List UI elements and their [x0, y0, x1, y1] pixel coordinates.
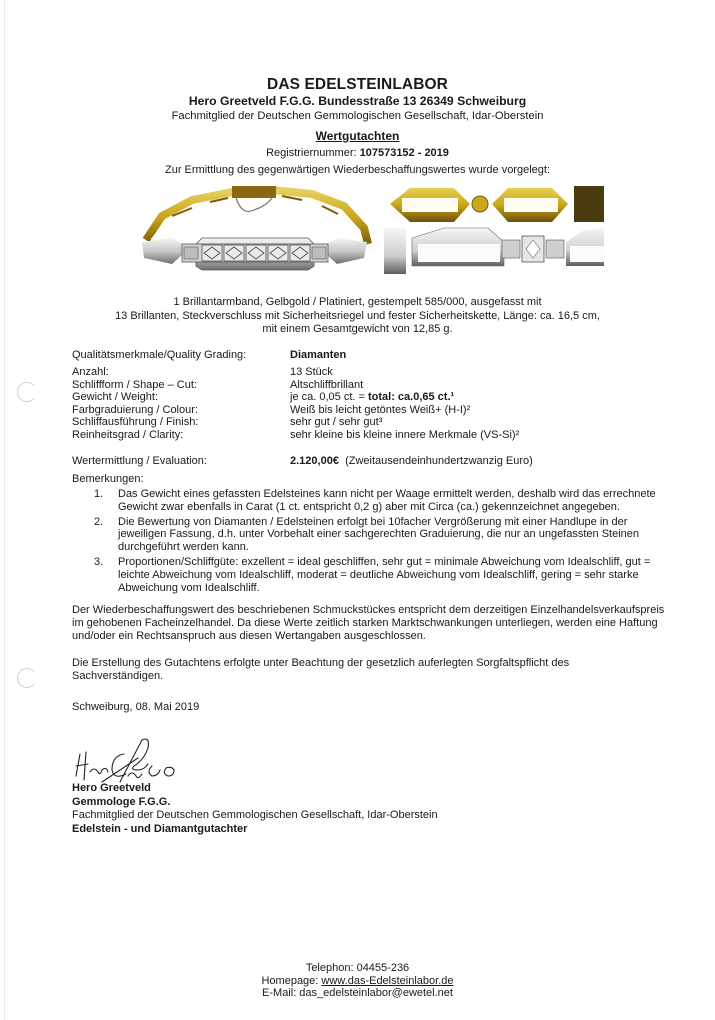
grading-heading-label: Qualitätsmerkmale/Quality Grading: — [72, 349, 247, 361]
grading-value-finish: sehr gut / sehr gut³ — [290, 416, 383, 428]
lab-name: DAS EDELSTEINLABOR — [267, 76, 448, 93]
evaluation-words: (Zweitausendeinhundertzwanzig Euro) — [345, 455, 533, 467]
punch-hole-mark — [17, 382, 37, 402]
remark-text: Die Bewertung von Diamanten / Edelsteinen erfolgt bei 10facher Vergrößerung mit einer Handlupe in der jeweiligen Fassung, d.h. unter Vorbehalt einer sachgerechten Graduierung, die nur an ungefassten Steinen durchgeführt werden kann. — [118, 515, 640, 554]
footer-email: E-Mail: das_edelsteinlabor@ewetel.net — [262, 987, 453, 999]
remark-item — [72, 488, 672, 514]
diligence-paragraph: Die Erstellung des Gutachtens erfolgte unter Beachtung der gesetzlich auferlegten Sorgfaltspflicht des Sachverständigen. — [72, 657, 570, 682]
signer-title: Gemmologe F.G.G. — [72, 795, 171, 808]
grading-value-clarity: sehr kleine bis kleine innere Merkmale (VS-Si)² — [290, 428, 520, 441]
remarks-heading: Bemerkungen: — [72, 473, 144, 485]
evaluation-amount: 2.120,00€ — [290, 455, 339, 467]
document-title: Wertgutachten — [315, 129, 400, 143]
grading-label: Reinheitsgrad / Clarity: — [72, 428, 184, 441]
signature-block — [72, 782, 438, 836]
handwritten-signature — [72, 736, 182, 784]
remark-text: Das Gewicht eines gefassten Edelsteines kann nicht per Waage ermittelt werden, deshalb wird das errechnete Gewicht zwar ebenfalls in Carat (1 ct. entspricht 0,2 g) aber mit Circa (ca.) gekennzeichnet angegeben. — [118, 488, 656, 513]
grading-label: Farbgraduierung / Colour: — [72, 403, 198, 416]
weight-total: total: ca.0,65 ct.¹ — [367, 391, 455, 403]
footer-phone: Telephon: 04455-236 — [305, 962, 410, 974]
grading-value-colour: Weiß bis leicht getöntes Weiß+ (H-I)² — [290, 403, 471, 416]
remark-number: 2. — [94, 515, 104, 528]
signer-name: Hero Greetveld — [72, 782, 151, 794]
description-line: mit einem Gesamtgewicht von 12,85 g. — [262, 323, 453, 335]
lab-address: Hero Greetveld F.G.G. Bundesstraße 13 26349 Schweiburg — [188, 94, 527, 108]
evaluation-value-line — [290, 455, 533, 468]
place-date: Schweiburg, 08. Mai 2019 — [72, 701, 200, 713]
grading-value-count: 13 Stück — [290, 366, 333, 378]
grading-label: Schliffform / Shape – Cut: — [72, 378, 197, 391]
remark-item — [72, 556, 672, 594]
weight-each: je ca. 0,05 ct. = — [290, 391, 368, 403]
remark-text: Proportionen/Schliffgüte: exzellent = ideal geschliffen, sehr gut = minimale Abweichung vom Idealschliff, gut = leichte Abweichung vom Idealschliff, moderat = deutliche Abweichung vom Idealschliff, gering = sehr starke Abweichung vom Idealschliff. — [118, 555, 651, 594]
registration-number: 107573152 - 2019 — [359, 147, 449, 159]
grading-labels — [72, 366, 198, 441]
registration-line — [0, 147, 715, 159]
signer-membership: Fachmitglied der Deutschen Gemmologischen Gesellschaft, Idar-Oberstein — [72, 809, 438, 821]
punch-hole-mark — [17, 668, 37, 688]
grading-values — [290, 366, 519, 441]
grading-value-cut: Altschliffbrillant — [290, 378, 364, 391]
disclaimer-paragraph: Der Wiederbeschaffungswert des beschriebenen Schmuckstückes entspricht dem derzeitigen Einzelhandelsverkaufspreis im gehobenen Facheinzelhandel. Da diese Werte zeitlich starken Marktschwankungen unterliegen, werden eine Haftung und/oder ein Rechtsanspruch aus diesen Wertangaben ausgeschlossen. — [72, 604, 665, 642]
signer-role: Edelstein - und Diamantgutachter — [72, 822, 248, 835]
grading-label: Gewicht / Weight: — [72, 391, 158, 403]
description-line: 1 Brillantarmband, Gelbgold / Platiniert, gestempelt 585/000, ausgefasst mit — [173, 296, 542, 308]
description-line: 13 Brillanten, Steckverschluss mit Sicherheitsriegel und fester Sicherheitskette, Länge: ca. 16,5 cm, — [115, 309, 600, 322]
footer-contact — [0, 962, 715, 1000]
bracelet-overview-photo — [132, 182, 377, 274]
intro-text: Zur Ermittlung des gegenwärtigen Wiederbeschaffungswertes wurde vorgelegt: — [165, 164, 550, 176]
registration-label: Registriernummer: — [266, 147, 357, 159]
remark-number: 1. — [94, 488, 104, 500]
remark-item — [72, 516, 672, 554]
homepage-link[interactable]: www.das-Edelsteinlabor.de — [321, 974, 454, 987]
evaluation-label: Wertermittlung / Evaluation: — [72, 455, 207, 467]
grading-heading-value: Diamanten — [290, 349, 347, 361]
grading-label: Schliffausführung / Finish: — [72, 416, 199, 428]
homepage-label: Homepage: — [261, 974, 322, 987]
item-description — [0, 296, 715, 337]
footer-homepage — [0, 975, 715, 988]
remark-number: 3. — [94, 555, 104, 568]
grading-value-weight — [290, 391, 519, 404]
grading-label: Anzahl: — [72, 366, 109, 378]
lab-membership: Fachmitglied der Deutschen Gemmologischen Gesellschaft, Idar-Oberstein — [171, 110, 544, 122]
bracelet-detail-photo — [384, 182, 604, 274]
remarks-list — [72, 488, 672, 596]
